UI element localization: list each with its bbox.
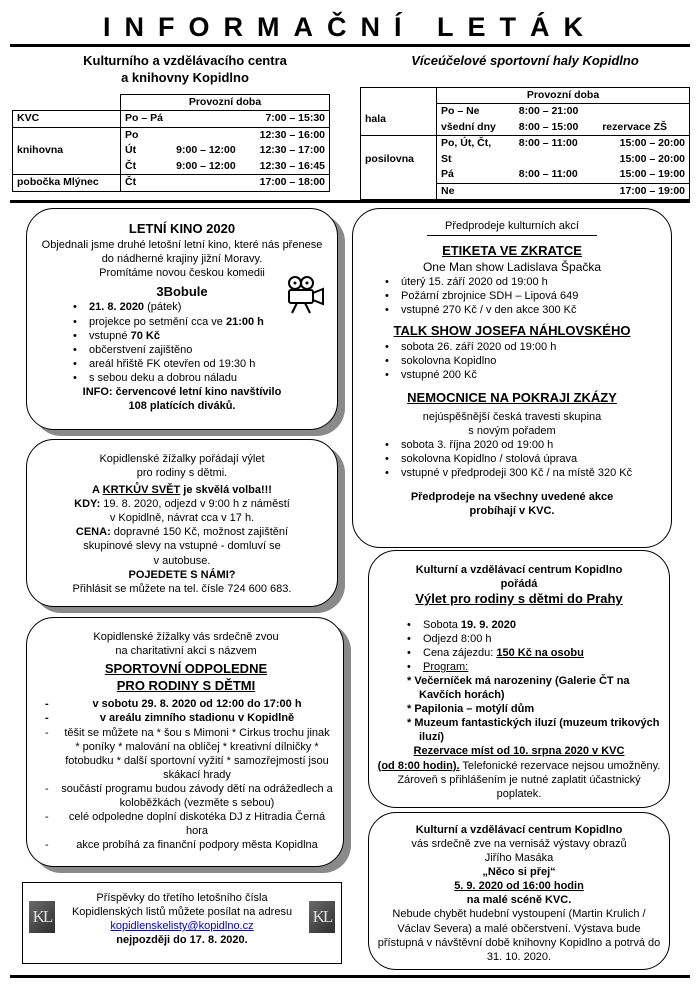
kvc-row-day: Út [121,143,173,158]
krtek-line2: pro rodiny s dětmi. [136,467,228,480]
predprodeje-box [352,208,672,548]
vernisaz-box [368,812,670,970]
kvc-row-day: Čt [121,175,173,191]
kino-date-rest: (pátek) [144,301,182,314]
hala-label: hala [361,104,437,136]
sport-disco-item: - celé odpoledne doplní diskotéka DJ z Hitradia Černá hora [39,810,333,838]
sport-program-item: - těšit se můžete na * šou s Mimoni * Cirkus trochu jinak * poníky * malování na obličej * kreativní dílničky * fotobudku * další sportovní vyžití * samozřejmostí jsou skákací hrady [39,726,333,782]
krtek-box [26,439,338,607]
kvc-row-time2: 12:30 – 16:45 [247,159,329,175]
nemocnice-venue: • sokolovna Kopidlno / stolová úprava [381,452,661,466]
hala-table-header: Provozní doba [437,88,690,104]
kvc-heading-line1: Kulturního a vzdělávacího centra [83,53,287,68]
predprodeje-header: Předprodeje kulturních akcí [445,220,579,232]
praha-date-item [403,618,661,632]
krtek-kdy-text2: v Kopidlně, návrat cca v 17 h. [109,512,255,525]
posilovna-row-time2: 15:00 – 20:00 [598,136,689,152]
posilovna-row-time1 [515,152,598,167]
praha-program-3-text: Muzeum fantastických iluzí (muzeum trikových iluzí) [414,717,660,744]
kvc-row-time1: 9:00 – 12:00 [176,144,236,157]
praha-reservation-text: Telefonické rezervace nejsou umožněny. Zároveň s přihlášením je nutné zaplatit účastnický poplatek. [397,759,661,800]
title-rule [10,44,690,47]
kino-date: 21. 8. 2020 [89,301,145,314]
sport-line2: na charitativní akci s názvem [115,645,257,658]
listy-deadline: nejpozději do 17. 8. 2020. [116,934,248,947]
etiketa-details-list [381,275,661,317]
kvc-row-place [13,159,121,175]
kino-price-item [69,329,323,343]
krtek-cena-text: dopravné 150 Kč, možnost zajištění [110,526,289,539]
posilovna-row-day: Pá [437,167,515,183]
krtek-headline-a: A [92,484,103,497]
kino-info-line2: 108 platících diváků. [128,400,236,413]
kino-price: 70 Kč [130,329,160,342]
kvc-row-place: knihovna [13,143,121,158]
kino-projection-time: 21:00 h [225,315,264,328]
praha-program-3: * Muzeum fantastických iluzí (muzeum trikových iluzí) [407,717,660,744]
krtek-headline [37,483,327,497]
vernisaz-date: 5. 9. 2020 od 16:00 hodin [454,880,584,893]
hala-heading: Víceúčelové sportovní haly Kopidlno [411,53,639,68]
praha-program-1: * Večerníček má narozeniny (Galerie ČT na Kavčích horách) [407,675,630,702]
kino-projection-text: projekce po setmění cca ve [89,315,226,328]
krtek-cena-label: CENA: [75,526,111,539]
praha-price-label: Cena zájezdu: [423,646,497,659]
nemocnice-title: NEMOCNICE NA POKRAJI ZKÁZY [407,390,617,406]
vernisaz-invite: vás srdečně zve na vernisáž výstavy obrazů [411,838,627,851]
hala-row-time2: rezervace ZŠ [598,120,689,136]
posilovna-row-time1 [515,183,598,199]
posilovna-row-day: St [437,152,515,167]
kvc-heading-line2: a knihovny Kopidlno [121,69,249,85]
vernisaz-artist: Jiřího Masáka [484,852,554,865]
hala-row-day: Po – Ne [437,104,515,120]
nemocnice-price: • vstupné v předprodeji 300 Kč / na místě 320 Kč [381,466,661,480]
kl-logo-left: KL [29,901,55,933]
praha-program-label: • Program: [403,660,661,674]
posilovna-row-time1: 8:00 – 11:00 [518,137,578,150]
praha-price: 150 Kč na osobu [496,646,584,659]
talkshow-price: • vstupné 200 Kč [381,368,661,382]
hala-row-time1: 8:00 – 21:00 [518,105,579,118]
kvc-row-day: Po – Pá [121,111,173,127]
praha-title: Výlet pro rodiny s dětmi do Prahy [415,591,623,607]
talkshow-details-list [381,340,661,382]
praha-heading2: pořádá [500,578,538,591]
praha-reservation-time: (od 8:00 hodin). [377,759,460,772]
praha-price-item [403,646,661,660]
header-rule [10,200,690,203]
vernisaz-exhibition-title: „Něco si přej“ [482,866,556,879]
vernisaz-venue: na malé scéně KVC. [466,894,572,907]
page-title: INFORMAČNÍ LETÁK [103,12,597,42]
praha-date: 19. 9. 2020 [460,618,516,631]
krtek-question: POJEDETE S NÁMI? [128,568,236,581]
sport-venue-item: - v areálu zimního stadionu v Kopidlně [39,711,333,725]
kino-title: LETNÍ KINO 2020 [128,221,236,236]
krtek-kdy-label: KDY: [74,498,101,511]
film-camera-icon [285,275,327,315]
praha-reservation: Rezervace míst od 10. srpna 2020 v KVC [413,745,625,758]
sport-line1: Kopidlenské žížalky vás srdečně zvou [93,631,279,643]
krtek-cena [37,525,327,539]
nemocnice-subtitle1: nejúspěšnější česká travesti skupina [422,410,602,423]
posilovna-row-day: Po, Út, Čt, [437,136,515,152]
kvc-row-time2: 17:00 – 18:00 [247,175,329,191]
hala-row-time2 [598,104,689,120]
footer-rule [10,975,690,978]
krtek-kdy [37,497,327,511]
sport-support-item: - akce probíhá za finanční podpory města Kopidlna [39,838,333,852]
praha-date-label: Sobota [423,618,461,631]
etiketa-venue: • Požární zbrojnice SDH – Lipová 649 [381,289,661,303]
talkshow-venue: • sokolovna Kopidlno [381,354,661,368]
posilovna-row-time2: 17:00 – 19:00 [598,183,689,199]
praha-heading1: Kulturní a vzdělávací centrum Kopidlno [415,564,623,576]
talkshow-date: • sobota 26. září 2020 od 19:00 h [381,340,661,354]
krtek-kdy-text: 19. 8. 2020, odjezd v 9:00 h z náměstí [100,498,290,511]
kvc-row-time1 [172,111,247,127]
krtek-cena-text3: v autobuse. [153,554,211,567]
kvc-row-time1: 9:00 – 12:00 [176,159,236,172]
kino-film-title: 3Bobule [156,283,208,299]
sport-title2: PRO RODINY S DĚTMI [116,677,256,693]
kino-refreshment-item: • občerstvení zajištěno [69,343,323,357]
kvc-table-header: Provozní doba [121,95,330,111]
posilovna-row-time1: 8:00 – 11:00 [518,168,578,181]
predprodeje-header-rule [427,235,597,236]
nemocnice-details-list [381,438,661,480]
kino-projection-item [69,315,323,329]
etiketa-price: • vstupné 270 Kč / v den akce 300 Kč [381,303,661,317]
sport-title1: SPORTOVNÍ ODPOLEDNE [104,661,268,677]
kino-intro2: Promítáme novou českou komedii [99,266,265,279]
kvc-row-place: KVC [13,111,121,127]
kvc-row-place: pobočka Mlýnec [13,175,121,191]
kino-venue-item: • areál hřiště FK otevřen od 19:30 h [69,357,323,371]
kino-info-line1: INFO: červencové letní kino navštívilo [82,385,282,398]
krtek-signup: Přihlásit se můžete na tel. čísle 724 600 683. [72,582,292,595]
praha-departure: • Odjezd 8:00 h [403,632,661,646]
sport-box [26,617,344,867]
listy-line1: Příspěvky do třetího letošního čísla [96,892,268,904]
praha-program-1-text: Večerníček má narozeniny (Galerie ČT na Kavčích horách) [414,675,630,702]
krtek-cena-text2: skupinové slevy na vstupné - domluví se [83,540,281,553]
posilovna-row-day: Ne [437,183,515,199]
posilovna-row-time2: 15:00 – 19:00 [598,167,689,183]
krtek-line1: Kopidlenské žížalky pořádají výlet [99,453,265,465]
sport-details-list [39,697,333,852]
nemocnice-subtitle2: s novým pořadem [468,424,556,437]
etiketa-title: ETIKETA VE ZKRATCE [442,243,582,259]
vernisaz-details: Nebude chybět hudební vystoupení (Martin Krulich / Václav Severa) a malé občerstvení. Výstava bude přístupná v návštěvní době knihovny Kopidlno a potrvá do 31. 10. 2020. [377,908,661,963]
kvc-row-day: Po [121,127,173,143]
praha-reservation-note [377,759,661,801]
praha-details-list [403,618,661,674]
kvc-row-time2: 12:30 – 16:00 [247,127,329,143]
kvc-row-time1 [172,175,247,191]
predprodeje-footer1: Předprodeje na všechny uvedené akce [410,491,614,504]
kino-box [26,208,338,430]
talkshow-title: TALK SHOW JOSEFA NÁHLOVSKÉHO [393,323,631,339]
praha-box [368,550,670,808]
listy-line2: Kopidlenských listů můžete posílat na adresu [71,906,293,919]
nemocnice-date: • sobota 3. října 2020 od 19:00 h [381,438,661,452]
kvc-heading [20,53,350,86]
hala-schedule-table [360,87,690,200]
etiketa-date: • úterý 15. září 2020 od 19:00 h [381,275,661,289]
kvc-row-day: Čt [121,159,173,175]
listy-email-link[interactable]: kopidlenskelisty@kopidlno.cz [110,920,254,933]
praha-program-2-text: Papilonia – motýlí dům [414,703,535,716]
hala-row-time1: 8:00 – 15:00 [515,120,598,136]
kvc-row-time1 [172,127,247,143]
krtek-headline-highlight: KRTKŮV SVĚT [102,484,181,497]
etiketa-subtitle: One Man show Ladislava Špačka [422,259,602,274]
hala-row-day: všední dny [437,120,515,136]
sport-date-item: - v sobotu 29. 8. 2020 od 12:00 do 17:00 h [39,697,333,711]
posilovna-row-time2: 15:00 – 20:00 [598,152,689,167]
predprodeje-footer2: probíhají v KVC. [469,505,555,518]
posilovna-label: posilovna [361,136,437,183]
krtek-headline-c: je skvělá volba!!! [180,484,272,497]
kino-bring-item: • s sebou deku a dobrou náladu [69,371,323,385]
praha-program-2: * Papilonia – motýlí dům [407,703,535,716]
kvc-row-place [13,127,121,143]
kvc-schedule-table [12,94,330,192]
kino-intro: Objednali jsme druhé letošní letní kino, které nás přenese do nádherné krajiny jižní Moravy. [41,238,323,265]
kl-logo-right: KL [309,901,335,933]
sport-races-item: - součástí programu budou závody dětí na odrážedlech a koloběžkách (vezměte s sebou) [39,782,333,810]
kvc-row-time2: 12:30 – 17:00 [247,143,329,158]
listy-box [22,882,342,964]
vernisaz-heading: Kulturní a vzdělávací centrum Kopidlno [415,824,623,836]
kino-price-label: vstupné [89,329,131,342]
kvc-row-time2: 7:00 – 15:30 [247,111,329,127]
